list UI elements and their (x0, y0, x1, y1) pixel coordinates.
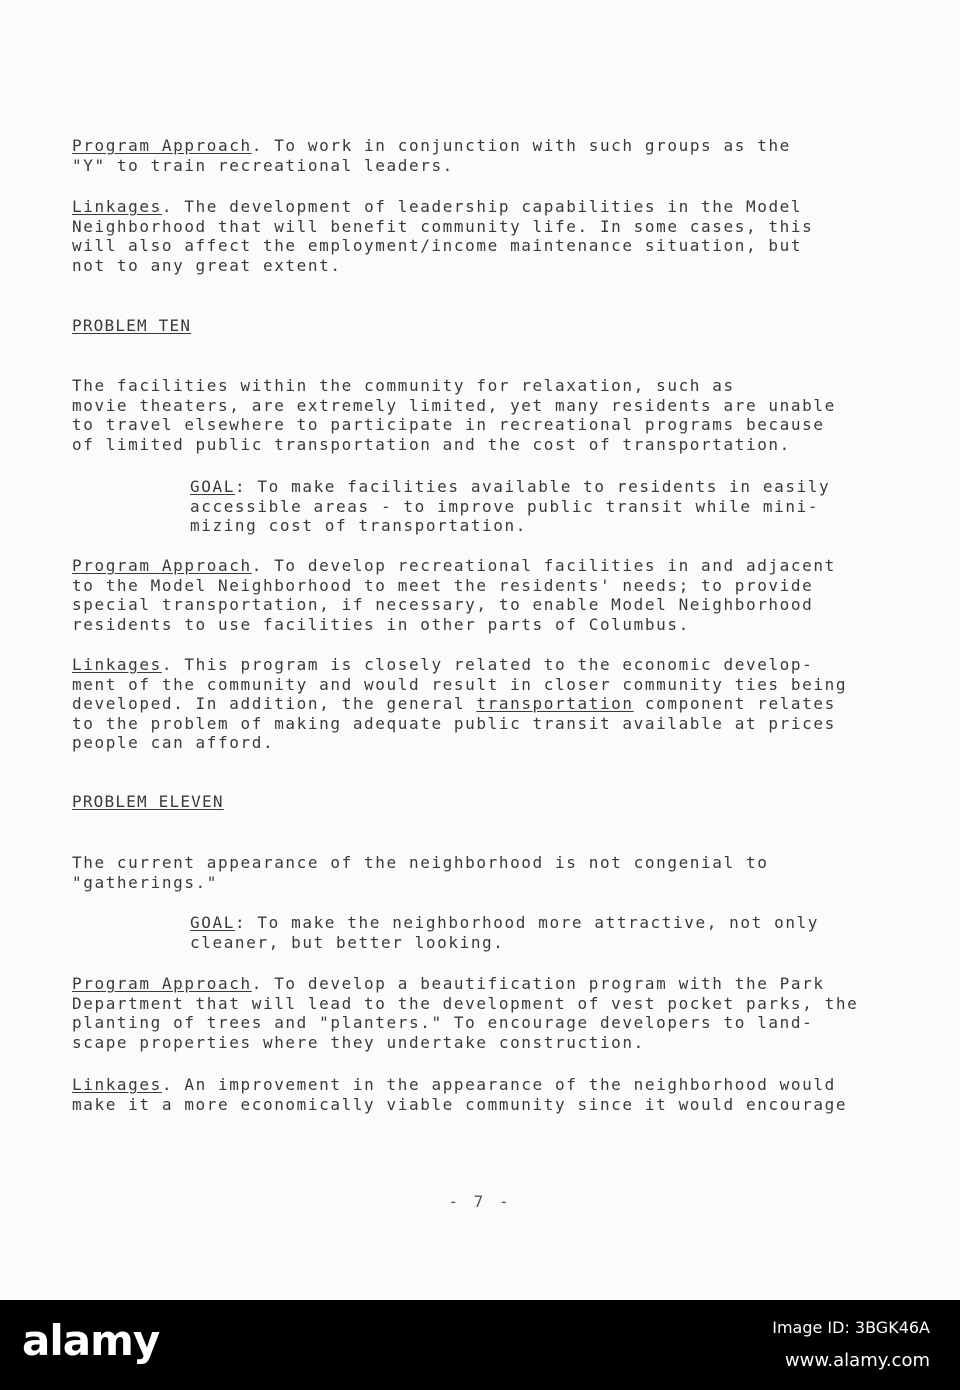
linkages-label: Linkages (72, 655, 162, 674)
section-heading-problem-ten (72, 316, 912, 336)
problem-eleven-program-approach (72, 974, 912, 1052)
paragraph-text: . An improvement in the appearance of the neighborhood would make it a more economically viable community since it would encourage (72, 1075, 848, 1114)
alamy-logo: alamy (22, 1316, 160, 1365)
page-number: - 7 - (448, 1192, 512, 1211)
paragraph-text: . This program is closely related to the economic develop- ment of the community and would result in closer community ties being developed. In addition, the general (72, 655, 848, 713)
problem-eleven-linkages (72, 1075, 912, 1114)
goal-text: : To make facilities available to residents in easily accessible areas - to improve public transit while mini- mizing cost of transportation. (190, 477, 831, 535)
problem-eleven-goal (190, 913, 910, 952)
program-approach-label: Program Approach (72, 556, 252, 575)
paragraph-text: . To work in conjunction with such groups as the "Y" to train recreational leaders. (72, 136, 791, 175)
linkages-label: Linkages (72, 197, 162, 216)
paragraph-text: . To develop recreational facilities in and adjacent to the Model Neighborhood to meet the residents' needs; to provide special transportation, if necessary, to enable Model Neighborhood residents to use facilities in other parts of Columbus. (72, 556, 836, 634)
program-approach-label: Program Approach (72, 974, 252, 993)
program-approach-label: Program Approach (72, 136, 252, 155)
heading-text: PROBLEM ELEVEN (72, 792, 224, 811)
goal-label: GOAL (190, 477, 235, 496)
linkages-label: Linkages (72, 1075, 162, 1094)
problem-ten-statement: The facilities within the community for relaxation, such as movie theaters, are extremely limited, yet many residents are unable to travel elsewhere to participate in recreational programs because of limited public transportation and the cost of transportation. (72, 376, 836, 454)
stock-image-id: Image ID: 3BGK46A (772, 1318, 930, 1337)
section-heading-problem-eleven (72, 792, 912, 812)
paragraph-text-continued: component relates to the problem of making adequate public transit available at prices people can afford. (72, 694, 836, 752)
problem-ten-goal (190, 477, 910, 536)
site-url: www.alamy.com (784, 1350, 930, 1371)
paragraph-text: . The development of leadership capabilities in the Model Neighborhood that will benefit community life. In some cases, this will also affect the employment/income maintenance situation, but not to any great extent. (72, 197, 814, 275)
problem-ten-program-approach (72, 556, 912, 634)
transportation-underlined: transportation (476, 694, 634, 713)
paragraph-text: . To develop a beautification program with the Park Department that will lead to the development of vest pocket parks, the planting of trees and "planters." To encourage developers to land- scape properties where they undertake construction. (72, 974, 859, 1052)
problem-ten-linkages (72, 655, 912, 753)
goal-text: : To make the neighborhood more attractive, not only cleaner, but better looking. (190, 913, 820, 952)
paragraph-program-approach-y (72, 136, 912, 175)
goal-label: GOAL (190, 913, 235, 932)
heading-text: PROBLEM TEN (72, 316, 192, 335)
paragraph-linkages-leadership (72, 197, 912, 275)
problem-eleven-statement: The current appearance of the neighborhood is not congenial to "gatherings." (72, 853, 769, 892)
